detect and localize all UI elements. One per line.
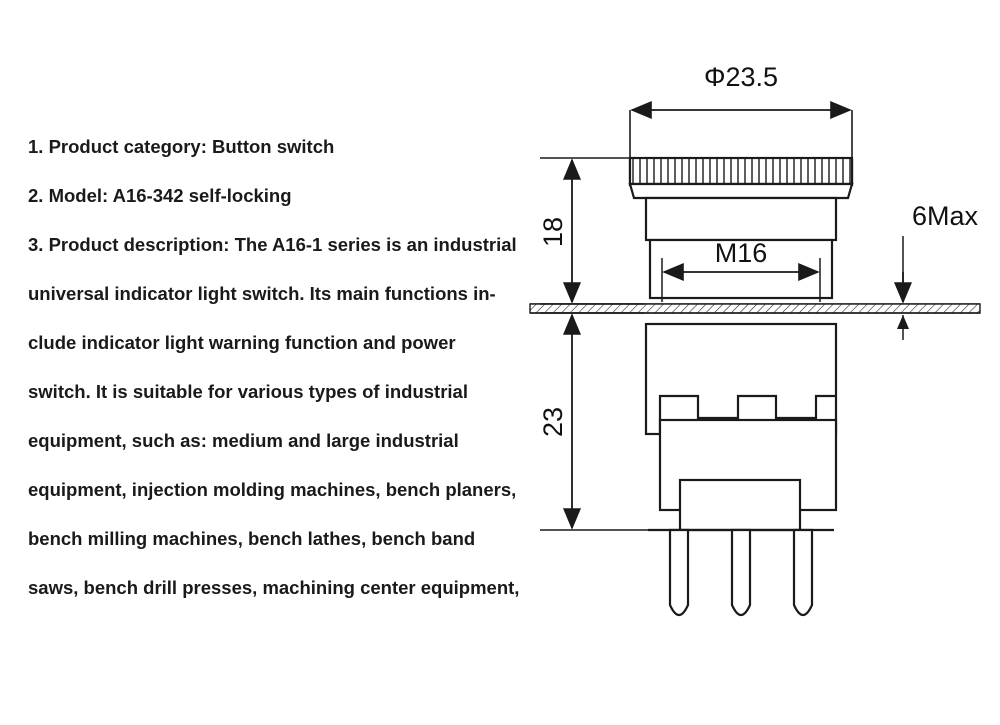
spec-line: 2. Model: A16-342 self-locking (28, 185, 292, 206)
spec-line: 3. Product description: The A16-1 series is an industrial (28, 234, 517, 255)
dimension-diameter-top (630, 62, 852, 160)
dimension-panel-thickness (897, 201, 979, 340)
dimension-label-panel-thickness: 6Max (912, 201, 979, 231)
spec-line: equipment, such as: medium and large industrial (28, 430, 459, 451)
spec-line: equipment, injection molding machines, bench planers, (28, 479, 517, 500)
dimension-label-height-body: 23 (538, 406, 568, 438)
dimension-label-thread: M16 (714, 238, 768, 268)
dimension-label-height-head: 18 (538, 216, 568, 248)
spec-line: saws, bench drill presses, machining center equipment, (28, 577, 520, 598)
dimension-height-head (538, 158, 644, 304)
spec-line: universal indicator light switch. Its main functions in- (28, 283, 496, 304)
knurled-cap (630, 158, 852, 198)
spec-line: 1. Product category: Button switch (28, 136, 335, 157)
spec-line: bench milling machines, bench lathes, bench band (28, 528, 476, 549)
spec-line: switch. It is suitable for various types of industrial (28, 381, 468, 402)
spec-line: clude indicator light warning function and power (28, 332, 456, 353)
terminal-pins (670, 530, 812, 615)
dimension-label-diameter: Φ23.5 (703, 62, 779, 92)
mounting-panel (530, 304, 980, 313)
switch-housing (646, 324, 836, 530)
dimension-drawing (520, 40, 990, 660)
product-specification-text (28, 122, 528, 612)
